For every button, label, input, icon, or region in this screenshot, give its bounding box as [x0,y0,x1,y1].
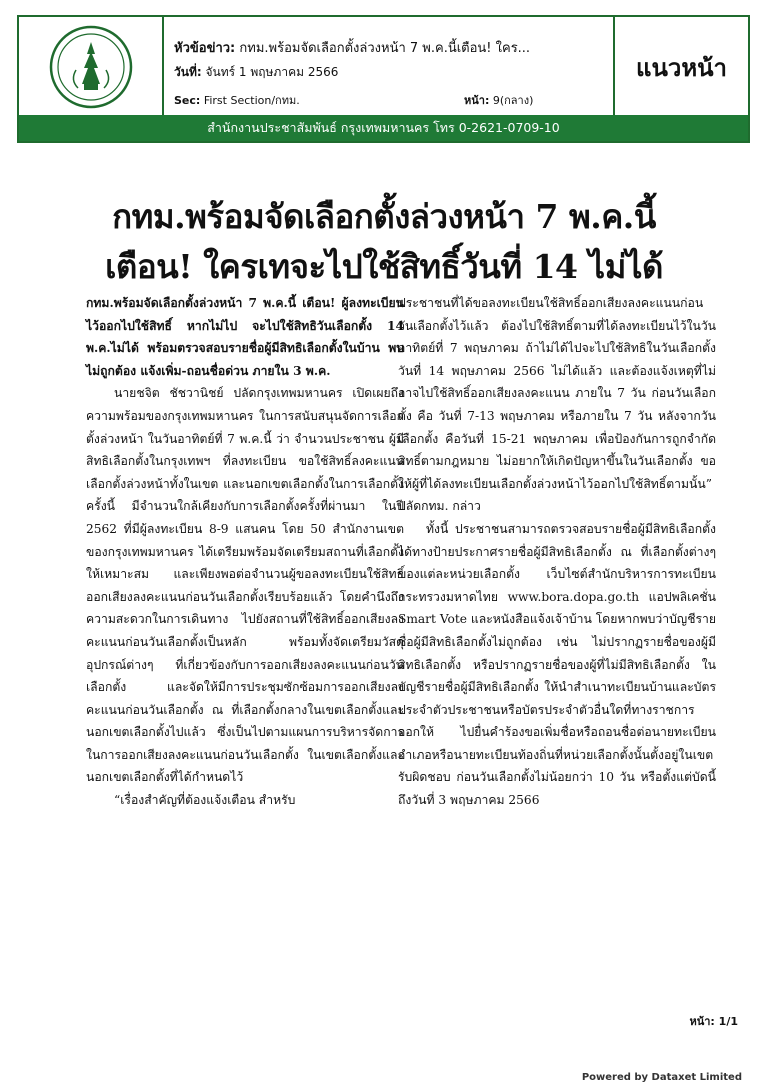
article-lead: กทม.พร้อมจัดเลือกตั้งล่วงหน้า 7 พ.ค.นี้ เตือน! ผู้ลงทะเบียนไว้ออกไปใช้สิทธิ์ หากไม่ไป จะไปใช้สิทธิวันเลือกตั้ง 14 พ.ค.ไม่ได้ พร้อมตรวจสอบรายชื่อผู้มีสิทธิเลือกตั้งในบ้าน พบไม่ถูกต้อง แจ้งเพิ่ม-ถอนชื่อด่วน ภายใน 3 พ.ค. [86,296,404,378]
page-indicator: หน้า: 1/1 [689,1015,738,1028]
page-value: 9(กลาง) [492,94,534,107]
date-value: จันทร์ 1 พฤษภาคม 2566 [205,65,339,79]
article-paragraph-2-start: “เรื่องสำคัญที่ต้องแจ้งเตือน สำหรับ [114,793,296,808]
page-label: หน้า: [464,94,490,107]
article-paragraph-2-cont: ประชาชนที่ได้ขอลงทะเบียนใช้สิทธิ์ออกเสียงลงคะแนนก่อนวันเลือกตั้งไว้แล้ว ต้องไปใช้สิทธิ์ตามที่ได้ลงทะเบียนไว้ในวันอาทิตย์ที่ 7 พฤษภาคม ถ้าไม่ได้ไปจะไปใช้สิทธิในวันเลือกตั้ง วันที่ 14 พฤษภาคม 2566 ไม่ได้แล้ว และต้องแจ้งเหตุที่ไม่อาจไปใช้สิทธิ์ออกเสียงลงคะแนน ภายใน 7 วัน ก่อนวันเลือกตั้ง คือ วันที่ 7-13 พฤษภาคม หรือภายใน 7 วัน หลังจากวันเลือกตั้ง คือวันที่ 15-21 พฤษภาคม เพื่อป้องกันการถูกจำกัดสิทธิ์ตามกฎหมาย ไม่อยากให้เกิดปัญหาขึ้นในวันเลือกตั้ง ขอให้ผู้ที่ได้ลงทะเบียนเลือกตั้งล่วงหน้าไว้ออกไปใช้สิทธิ์ตามนั้น” ปลัดกทม. กล่าว [398,296,716,514]
date-row [174,63,338,82]
sec-row [174,91,300,109]
article-title [0,192,768,292]
article-paragraph-1: นายชจิต ชัชวานิชย์ ปลัดกรุงเทพมหานคร เปิดเผยถึงความพร้อมของกรุงเทพมหานคร ในการสนับสนุนจัดการเลือกตั้งล่วงหน้า ในวันอาทิตย์ที่ 7 พ.ค.นี้ ว่า จำนวนประชาชน ผู้มีสิทธิเลือกตั้งในกรุงเทพฯ ที่ลงทะเบียน ขอใช้สิทธิ์ลงคะแนนเลือกตั้งล่วงหน้าทั้งในเขต และนอกเขตเลือกตั้งในการเลือกตั้งครั้งนี้ มีจำนวนใกล้เคียงกับการเลือกตั้งครั้งที่ผ่านมา ในปี 2562 ที่มีผู้ลงทะเบียน 8-9 แสนคน โดย 50 สำนักงานเขตของกรุงเทพมหานคร ได้เตรียมพร้อมจัดเตรียมสถานที่เลือกตั้งให้เหมาะสม และเพียงพอต่อจำนวนผู้ขอลงทะเบียนใช้สิทธิ์ออกเสียงลงคะแนนก่อนวันเลือกตั้งเรียบร้อยแล้ว โดยคำนึงถึงความสะดวกในการเดินทาง ไปยังสถานที่ใช้สิทธิ์ออกเสียงลงคะแนนก่อนวันเลือกตั้งเป็นหลัก พร้อมทั้งจัดเตรียมวัสดุอุปกรณ์ต่างๆ ที่เกี่ยวข้องกับการออกเสียงลงคะแนนก่อนวันเลือกตั้ง และจัดให้มีการประชุมซักซ้อมการออกเสียงลงคะแนนก่อนวันเลือกตั้ง ณ ที่เลือกตั้งกลางในเขตเลือกตั้งและนอกเขตเลือกตั้งไปแล้ว ซึ่งเป็นไปตามแผนการบริหารจัดการในการออกเสียงลงคะแนนก่อนวันเลือกตั้ง ในเขตเลือกตั้งและนอกเขตเลือกตั้งที่ได้กำหนดไว้ [86,386,404,785]
clipping-meta [174,17,614,117]
page-row [464,91,533,109]
article-column-left [86,292,404,812]
article-paragraph-3: ทั้งนี้ ประชาชนสามารถตรวจสอบรายชื่อผู้มีสิทธิเลือกตั้ง ได้ทางป้ายประกาศรายชื่อผู้มีสิทธิเลือกตั้ง ณ ที่เลือกตั้งต่างๆ ของแต่ละหน่วยเลือกตั้ง เว็บไซต์สำนักบริหารการทะเบียน กระทรวงมหาดไทย www.bora.dopa.go.th แอปพลิเคชั่น Smart Vote และหนังสือแจ้งเจ้าบ้าน โดยหากพบว่าบัญชีรายชื่อผู้มีสิทธิเลือกตั้งไม่ถูกต้อง เช่น ไม่ปรากฏรายชื่อของผู้มีสิทธิเลือกตั้ง หรือปรากฏรายชื่อของผู้ที่ไม่มีสิทธิเลือกตั้ง ในบัญชีรายชื่อผู้มีสิทธิเลือกตั้ง ให้นำสำเนาทะเบียนบ้านและบัตรประจำตัวประชาชนหรือบัตรประจำตัวอื่นใดที่ทางราชการออกให้ ไปยื่นคำร้องขอเพิ่มชื่อหรือถอนชื่อต่อนายทะเบียนอำเภอหรือนายทะเบียนท้องถิ่นที่หน่วยเลือกตั้งนั้นตั้งอยู่ในเขตรับผิดชอบ ก่อนวันเลือกตั้งไม่น้อยกว่า 10 วัน หรือตั้งแต่บัดนี้ถึงวันที่ 3 พฤษภาคม 2566 [398,521,716,808]
date-label: วันที่: [174,65,202,79]
title-line-2: เตือน! ใครเทจะไปใช้สิทธิ์วันที่ 14 ไม่ได้ [105,247,663,286]
section-name: แนวหน้า [613,17,748,117]
logo-box [19,17,164,117]
bangkok-seal-icon [48,24,134,110]
headline-row [174,37,530,58]
office-contact: สำนักงานประชาสัมพันธ์ กรุงเทพมหานคร โทร 0-2621-0709-10 [207,120,560,135]
sec-label: Sec: [174,94,201,107]
headline-label: หัวข้อข่าว: [174,41,236,56]
title-line-1: กทม.พร้อมจัดเลือกตั้งล่วงหน้า 7 พ.ค.นี้ [112,197,656,236]
office-bar [19,115,748,141]
sec-value: First Section/กทม. [203,94,300,107]
clipping-header [17,15,750,143]
powered-by: Powered by Dataxet Limited [581,1072,742,1083]
headline-value: กทม.พร้อมจัดเลือกตั้งล่วงหน้า 7 พ.ค.นี้เตือน! ใคร... [239,41,531,56]
article-column-right [398,292,716,812]
